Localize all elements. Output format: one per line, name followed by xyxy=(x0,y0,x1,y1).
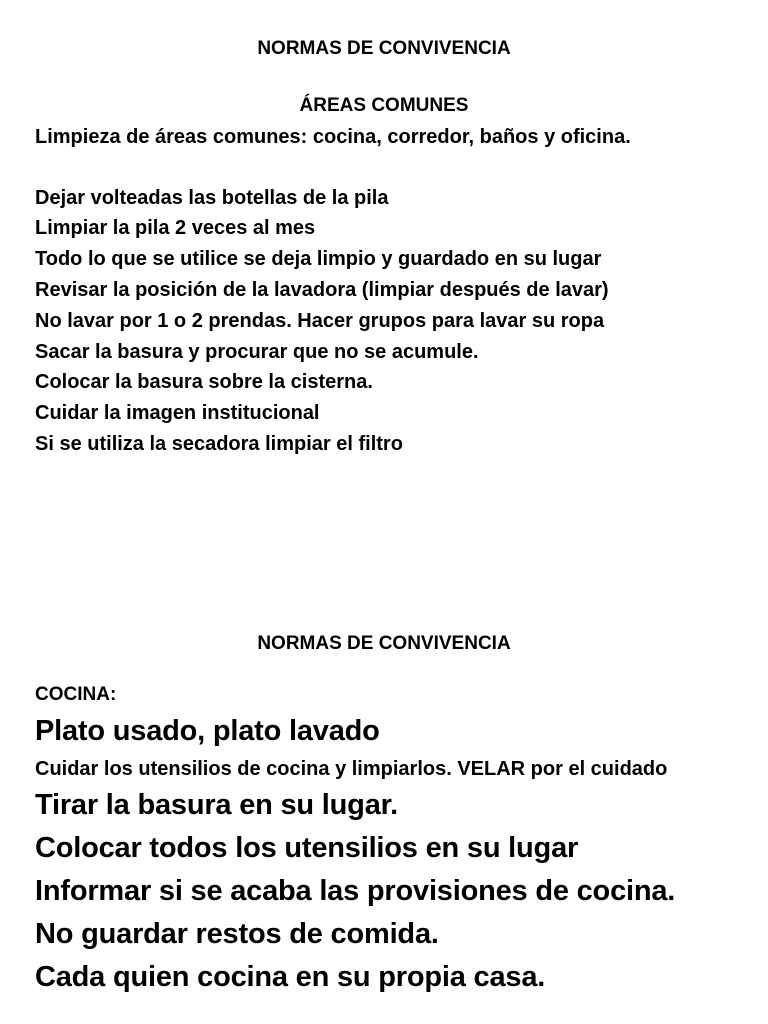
section1-intro: Limpieza de áreas comunes: cocina, corredor, baños y oficina. xyxy=(35,126,631,148)
section2-rule: Colocar todos los utensilios en su lugar xyxy=(35,832,579,864)
section1-rule: No lavar por 1 o 2 prendas. Hacer grupos para lavar su ropa xyxy=(35,310,605,332)
section2-rule: Cuidar los utensilios de cocina y limpiarlos. VELAR por el cuidado xyxy=(35,758,668,780)
section2-rule: Tirar la basura en su lugar. xyxy=(35,789,398,821)
section2-heading: COCINA: xyxy=(35,684,117,705)
section2-rule: Cada quien cocina en su propia casa. xyxy=(35,961,546,993)
section1-rule: Colocar la basura sobre la cisterna. xyxy=(35,371,373,393)
section1-rule: Todo lo que se utilice se deja limpio y guardado en su lugar xyxy=(35,248,602,270)
section2-rule: Informar si se acaba las provisiones de cocina. xyxy=(35,875,676,907)
section1-rule: Si se utiliza la secadora limpiar el filtro xyxy=(35,433,403,455)
section1-rule: Limpiar la pila 2 veces al mes xyxy=(35,217,316,239)
section1-rule: Cuidar la imagen institucional xyxy=(35,402,320,424)
section1-rule: Sacar la basura y procurar que no se acumule. xyxy=(35,341,479,363)
section2-title: NORMAS DE CONVIVENCIA xyxy=(257,633,511,654)
section2-rule: Plato usado, plato lavado xyxy=(35,715,380,747)
section1-subtitle: ÁREAS COMUNES xyxy=(299,95,469,116)
section2-rule: No guardar restos de comida. xyxy=(35,918,439,950)
section1-rule: Dejar volteadas las botellas de la pila xyxy=(35,187,389,209)
section1-title: NORMAS DE CONVIVENCIA xyxy=(257,38,511,59)
section1-rule: Revisar la posición de la lavadora (limpiar después de lavar) xyxy=(35,279,609,301)
